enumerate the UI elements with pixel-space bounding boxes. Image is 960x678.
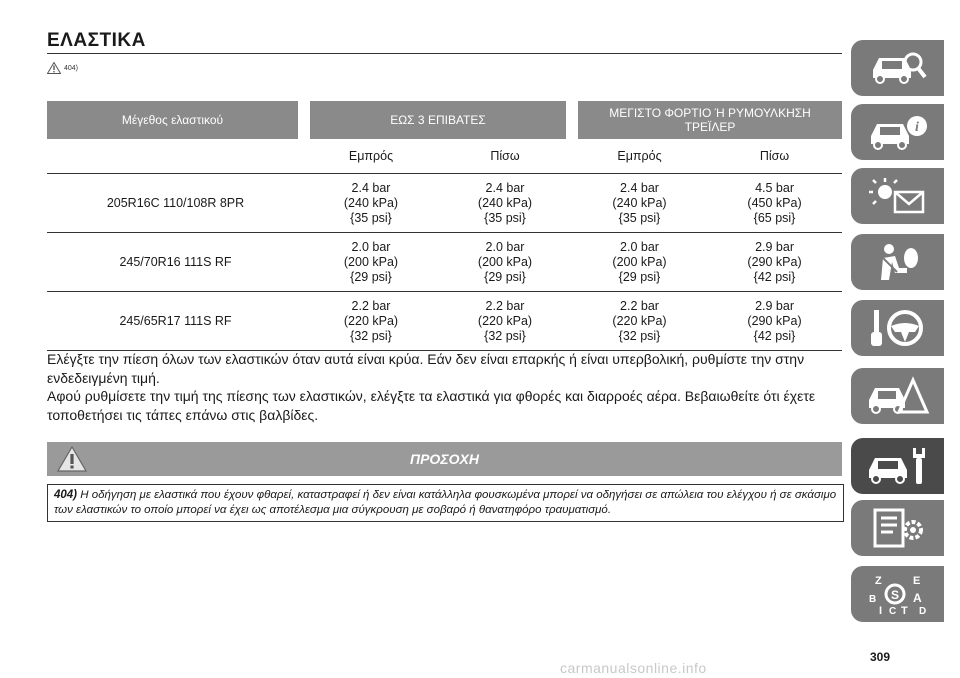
chapter-tab-index[interactable] [851,566,944,622]
caution-banner [47,442,842,476]
pressure-cell: 4.5 bar (450 kPa) {65 psi} [707,174,842,233]
paragraph-check-pressure: Ελέγξτε την πίεση όλων των ελαστικών όταν αυτά είναι κρύα. Εάν δεν είναι επαρκής ή είναι υπερβολική, ρυθμίστε την στην ενδεδειγμένη τιμή. [47,351,805,386]
table-row [47,292,842,351]
title-divider [47,53,842,54]
svg-text:T: T [900,605,908,616]
pressure-cell: 2.2 bar (220 kPa) {32 psi} [438,292,572,351]
header-max-load-towing: ΜΕΓΙΣΤΟ ΦΟΡΤΙΟ Ή ΡΥΜΟΥΛΚΗΣΗ ΤΡΕΪΛΕΡ [572,101,842,139]
svg-text:A: A [912,591,922,605]
car-search-icon [865,46,931,90]
subheader-rear: Πίσω [438,139,572,174]
warning-reference-number: 404) [64,64,79,72]
subheader-rear: Πίσω [707,139,842,174]
pressure-cell: 2.4 bar (240 kPa) {35 psi} [438,174,572,233]
chapter-tab-maintenance[interactable] [851,438,944,494]
chapter-tab-emergency[interactable] [851,368,944,424]
tire-size-cell: 245/65R17 111S RF [47,292,304,351]
pressure-cell: 2.9 bar (290 kPa) {42 psi} [707,292,842,351]
chapter-tab-instrument-panel[interactable] [851,104,944,160]
caution-reference-number: 404) [54,489,78,501]
pressure-cell: 2.0 bar (200 kPa) {29 psi} [572,233,707,292]
warning-reference[interactable] [47,62,78,74]
svg-text:S: S [890,588,899,602]
page-title: ΕΛΑΣΤΙΚΑ [47,30,146,51]
svg-text:E: E [912,575,920,587]
chapter-tab-safety[interactable] [851,234,944,290]
airbag-seatbelt-icon [865,240,931,284]
tire-pressure-table [47,101,842,351]
car-maintenance-icon [865,444,931,488]
caution-text: Η οδήγηση με ελαστικά που έχουν φθαρεί, καταστραφεί ή δεν είναι κατάλληλα φουσκωμένα μπορεί να οδηγήσει σε απώλεια του ελέγχου ή σε σκάσιμο των ελαστικών το οποίο μπορεί να έχει ως αποτέλεσμα μια σύγκρουση με σοβαρό ή θανατηφόρο τραυματισμό. [54,489,837,516]
paragraph-after-adjust: Αφού ρυθμίσετε την τιμή της πίεσης των ελαστικών, ελέγξτε τα ελαστικά για φθορές και διαρροές αέρα. Βεβαιωθείτε ότι έχετε τοποθετήσει τις τάπες επάνω στις βαλβίδες. [47,388,816,423]
page-number: 309 [870,650,891,664]
svg-text:B: B [868,594,876,605]
key-steering-wheel-icon [865,306,931,350]
svg-text:I: I [878,605,882,616]
pressure-cell: 2.2 bar (220 kPa) {32 psi} [304,292,438,351]
car-breakdown-warning-icon [865,374,931,418]
car-info-icon [865,110,931,154]
chapter-tab-warning-lights[interactable] [851,168,944,224]
subheader-front: Εμπρός [572,139,707,174]
pressure-cell: 2.4 bar (240 kPa) {35 psi} [304,174,438,233]
pressure-cell: 2.2 bar (220 kPa) {32 psi} [572,292,707,351]
subheader-empty [47,139,304,174]
tire-size-cell: 205R16C 110/108R 8PR [47,174,304,233]
svg-text:D: D [918,606,926,616]
watermark: carmanualsonline.info [560,660,707,676]
subheader-row [47,139,842,174]
chapter-tab-technical-data[interactable] [851,500,944,556]
caution-title: ΠΡΟΣΟΧΗ [410,451,479,467]
chapter-tab-getting-to-know[interactable] [851,40,944,96]
svg-text:i: i [914,120,919,135]
header-up-to-3-passengers: ΕΩΣ 3 ΕΠΙΒΑΤΕΣ [304,101,572,139]
warning-light-message-icon [865,174,931,218]
header-tire-size: Μέγεθος ελαστικού [47,101,304,139]
pressure-cell: 2.0 bar (200 kPa) {29 psi} [438,233,572,292]
alphabetical-index-icon [865,572,931,616]
pressure-cell: 2.4 bar (240 kPa) {35 psi} [572,174,707,233]
pressure-cell: 2.9 bar (290 kPa) {42 psi} [707,233,842,292]
svg-text:C: C [888,606,896,616]
technical-data-icon [865,506,931,550]
pressure-cell: 2.0 bar (200 kPa) {29 psi} [304,233,438,292]
svg-text:Z: Z [874,575,882,587]
chapter-tab-starting-driving[interactable] [851,300,944,356]
tire-size-cell: 245/70R16 111S RF [47,233,304,292]
caution-text-box [47,484,844,522]
subheader-front: Εμπρός [304,139,438,174]
table-row [47,233,842,292]
table-row [47,174,842,233]
warning-triangle-icon [47,62,61,74]
